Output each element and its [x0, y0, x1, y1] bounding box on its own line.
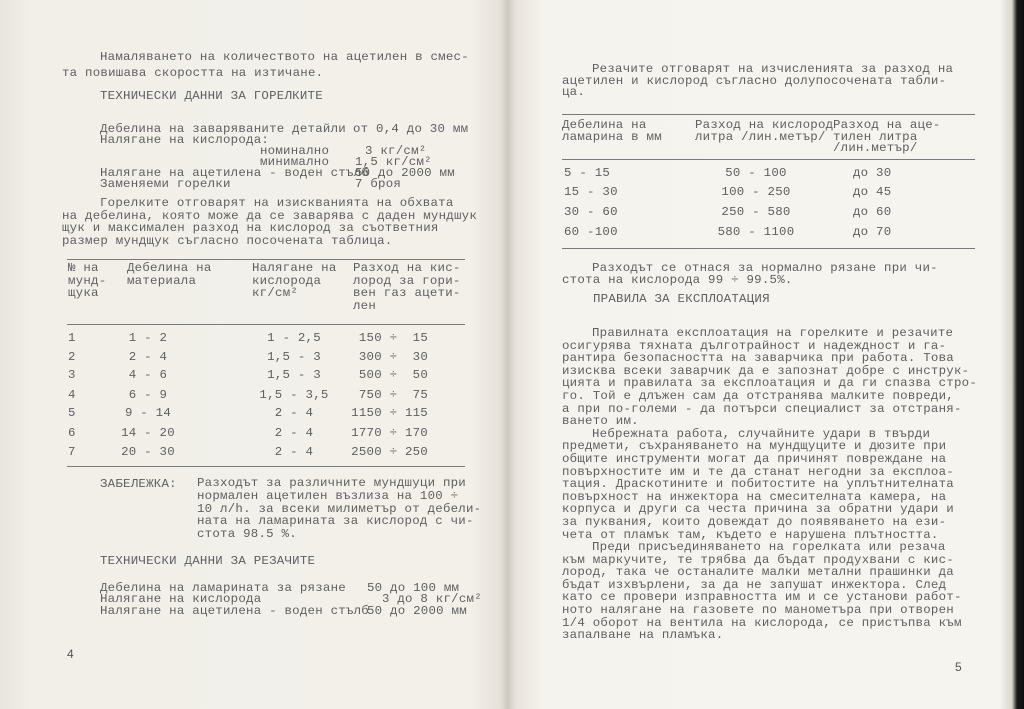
text-line: повърхност на инжектора на смесителната камера, на — [562, 489, 947, 504]
table-header-rule — [562, 159, 975, 160]
text-line: запалване на пламъка. — [562, 628, 724, 643]
text-line: Небрежната работа, случайните удари в твърди — [592, 426, 931, 441]
table-header-rule — [67, 324, 465, 325]
burners-paragraph — [62, 197, 477, 247]
table-cell: 500 ÷ 50 — [358, 368, 428, 382]
table-bottom-rule — [562, 248, 975, 249]
text-line: като се провери изправността им и се установи работ- — [562, 590, 962, 605]
heading-burner-specs: ТЕХНИЧЕСКИ ДАННИ ЗА ГОРЕЛКИТЕ — [100, 89, 323, 103]
table-cell: 14 - 20 — [121, 426, 175, 440]
table-cell: 1 — [68, 331, 76, 345]
page-number: 4 — [67, 647, 74, 661]
table-bottom-rule — [67, 466, 465, 467]
table-cell: 50 - 100 — [725, 166, 787, 180]
spec-value: 1,5 кг/см² — [355, 155, 432, 169]
column-header: вен газ ацети- — [353, 286, 461, 301]
table-cell: 6 — [68, 426, 76, 440]
table-cell: 20 - 30 — [121, 445, 175, 459]
text-line: нормален ацетилен възлиза на 100 ÷ — [197, 488, 459, 503]
column-header: Дебелина на — [562, 118, 647, 132]
column-header: лен — [353, 299, 377, 314]
table-cell: 1,5 - 3 — [267, 368, 321, 382]
spec-label: Налягане на кислорода: — [100, 133, 270, 147]
table-cell: 1,5 - 3,5 — [259, 388, 329, 402]
table-cell: 2 - 4 — [274, 406, 314, 420]
text-line: 1/4 оборот на вентила на кислорода, се пристъпва към — [562, 615, 962, 630]
spec-value: 50 до 2000 мм — [355, 166, 455, 180]
table-cell: 7 — [68, 445, 76, 459]
text-line: ната на ламарината за кислород с чи- — [197, 514, 474, 529]
text-line: цията и правилата за експлоатация и да ги спазва стро- — [562, 376, 978, 391]
table-cell: 1,5 - 3 — [267, 350, 321, 364]
text-line: Резачите отговарят на изчисленията за разход на — [592, 62, 954, 76]
table-cell: до 30 — [853, 166, 892, 180]
spec-value: 50 до 2000 мм — [367, 604, 467, 618]
table-cell: 4 — [68, 388, 76, 402]
text-line: ното налягане на газовете по манометъра при отворен — [562, 603, 954, 618]
text-line: стота 98.5 %. — [197, 527, 297, 542]
column-header: Разход на кислород — [695, 118, 834, 132]
table-top-rule — [562, 114, 975, 115]
table-cell: 2 - 4 — [274, 426, 314, 440]
text-line: го. Той е длъжен сам да отстранява малките повреди, — [562, 388, 954, 403]
table-cell: до 70 — [853, 225, 892, 239]
text-line: рантира безопасността на заварчика при работа. Това — [562, 351, 954, 366]
spec-label: Заменяеми горелки — [100, 177, 231, 191]
text-line: щук и максимален разход на кислород за съответния — [62, 221, 439, 235]
column-header: /лин.метър/ — [833, 141, 918, 155]
column-header: литра /лин.метър/ — [695, 129, 826, 144]
table-cell: 3 — [68, 368, 76, 382]
spec-value: 3 до 8 кг/см² — [382, 592, 482, 606]
text-line: чета от пламък там, където е нарушена плътността. — [562, 527, 939, 542]
text-line: към маркучите, те трябва да бъдат продухвани с кис- — [562, 552, 954, 567]
text-line: та повишава скоростта на изтичане. — [62, 66, 324, 80]
page-number: 5 — [955, 660, 962, 674]
table-cell: 1 - 2,5 — [267, 331, 321, 345]
intro-paragraph — [562, 64, 953, 99]
spec-label: Дебелина на ламарината за рязане — [100, 581, 346, 595]
column-header: кислорода — [252, 273, 322, 288]
table-cell: 150 ÷ 15 — [358, 331, 428, 345]
spec-label: Налягане на ацетилена - воден стълб — [100, 604, 369, 618]
table-cell: 2 - 4 — [128, 350, 168, 364]
table-cell: 250 - 580 — [721, 205, 791, 219]
spec-label: номинално — [260, 144, 330, 158]
text-line: изисква всеки заварчик да е запознат добре с инструк- — [562, 363, 970, 378]
column-header: тилен литра — [833, 129, 918, 144]
table-cell: 15 - 30 — [564, 185, 618, 199]
text-line: ацетилен и кислород съгласно долупосочената табли- — [562, 73, 947, 88]
table-cell: до 45 — [853, 185, 892, 199]
table-cell: 2 - 4 — [274, 445, 314, 459]
text-line: ването им. — [562, 414, 639, 429]
table-cell: 5 - 15 — [564, 166, 611, 180]
spec-value: 7 броя — [355, 177, 402, 191]
text-line: стота на кислорода 99 ÷ 99.5%. — [562, 273, 793, 287]
note-text — [197, 477, 481, 541]
spec-label: минимално — [260, 155, 330, 169]
table-cell: 1 - 2 — [128, 331, 168, 345]
column-header: кг/см² — [252, 286, 299, 301]
text-line: Горелките отговарят на изискванията на обхвата — [100, 196, 454, 210]
column-header: лород за гори- — [353, 273, 461, 288]
text-line: а при по-големи - да потърси специалист за отстраня- — [562, 401, 962, 416]
spec-label: Дебелина на заваряваните детайли — [100, 122, 346, 136]
heading-operating-rules: ПРАВИЛА ЗА ЕКСПЛОАТАЦИЯ — [593, 292, 770, 306]
spec-value: 50 до 100 мм — [367, 581, 460, 595]
text-line: Разходът за различните мундшуци при — [197, 476, 466, 490]
column-header: щука — [68, 286, 99, 301]
table-cell: 1770 ÷ 170 — [351, 426, 428, 440]
text-line: осигурява тяхната дълготрайност и надеждност и га- — [562, 338, 947, 353]
text-line: ца. — [562, 85, 586, 99]
table-cell: 580 - 1100 — [717, 225, 795, 239]
spec-label: Налягане на кислорода — [100, 592, 262, 606]
table-cell: 100 - 250 — [721, 185, 791, 199]
column-header: материала — [127, 273, 197, 288]
column-header: Разход на кис- — [353, 261, 461, 275]
table-cell: до 60 — [853, 205, 892, 219]
column-header: ламарина в мм — [562, 129, 662, 144]
spec-label: Налягане на ацетилена - воден стълб — [100, 166, 369, 180]
text-line: лород, така че останалите малки метални прашинки да — [562, 565, 954, 580]
text-line: Правилната експлоатация на горелките и резачите — [592, 326, 954, 340]
column-header: Налягане на — [252, 261, 337, 275]
operating-rules-text — [562, 327, 977, 642]
table-cell: 2500 ÷ 250 — [351, 445, 428, 459]
table-cell: 6 - 9 — [128, 388, 168, 402]
table-cell: 30 - 60 — [564, 205, 618, 219]
table-cell: 9 - 14 — [124, 406, 172, 420]
table-cell: 60 -100 — [564, 225, 618, 239]
heading-cutter-specs: ТЕХНИЧЕСКИ ДАННИ ЗА РЕЗАЧИТЕ — [100, 554, 316, 568]
text-line: бъдат изхвърлени, за да не запушат инжектора. След — [562, 577, 947, 592]
consumption-note — [562, 262, 938, 286]
intro-paragraph — [62, 49, 469, 81]
text-line: повърхностите им и те да станат негодни за експлоа- — [562, 464, 954, 479]
text-line: 10 л/h. за всеки милиметър от дебели- — [197, 501, 482, 516]
text-line: за пуквания, които довеждат до появяването на ези- — [562, 514, 947, 529]
text-line: общите инструменти могат да причинят повреждане на — [562, 451, 947, 466]
spec-value: 3 кг/см² — [365, 144, 427, 158]
column-header: мунд- — [68, 273, 107, 288]
table-cell: 750 ÷ 75 — [358, 388, 428, 402]
table-cell: 4 - 6 — [128, 368, 168, 382]
text-line: Намаляването на количеството на ацетилен в смес- — [100, 50, 469, 64]
table-cell: 300 ÷ 30 — [358, 350, 428, 364]
table-cell: 5 — [68, 406, 76, 420]
spec-value: от 0,4 до 30 мм — [353, 122, 469, 136]
text-line: на дебелина, която може да се заварява с даден мундшук — [62, 208, 478, 223]
table-cell: 1150 ÷ 115 — [351, 406, 428, 420]
text-line: корпуса и други са честа причина за обратни удари и — [562, 502, 954, 517]
table-cell: 2 — [68, 350, 76, 364]
column-header: Разход на аце- — [833, 118, 941, 132]
text-line: предмети, съхраняването на мундщуците и дюзите при — [562, 439, 947, 454]
column-header: № на — [68, 261, 99, 275]
column-header: Дебелина на — [127, 261, 212, 275]
note-label: ЗАБЕЛЕЖКА: — [100, 477, 177, 491]
text-line: Преди присъединяването на горелката или резача — [592, 540, 946, 555]
text-line: тация. Драскотините и побитостите на уплътнителната — [562, 477, 954, 492]
text-line: размер мундщук съгласно посочената таблица. — [62, 233, 393, 248]
text-line: Разходът се отнася за нормално рязане при чи- — [592, 261, 938, 275]
table-top-rule — [67, 259, 465, 260]
